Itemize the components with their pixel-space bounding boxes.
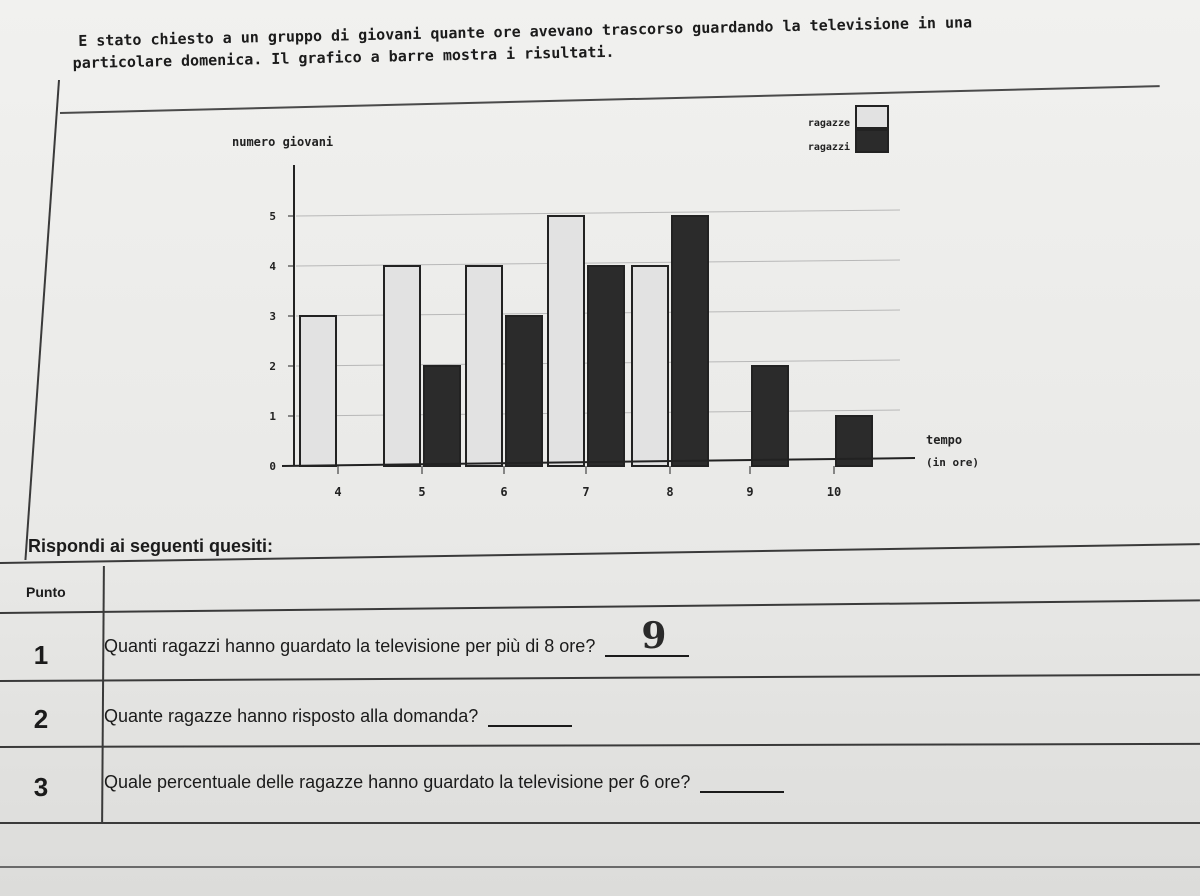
bar-ragazze-8 [632,266,668,466]
bar-ragazze-4 [300,316,336,466]
bar-ragazzi-8 [672,216,708,466]
x-tick-label: 4 [334,485,342,499]
question-1-number: 1 [33,640,49,670]
grid-line [296,210,900,216]
bar-ragazze-6 [466,266,502,466]
bar-ragazze-7 [548,216,584,466]
question-3-label: Quale percentuale delle ragazze hanno guardato la televisione per 6 ore? [104,772,691,792]
x-tick-label: 6 [500,485,508,499]
question-3-answer-field[interactable] [700,773,784,793]
chart-legend [808,106,888,153]
question-3-number: 3 [33,772,49,802]
bar-ragazzi-7 [588,266,624,466]
y-tick-label: 1 [269,410,276,423]
y-tick-label: 3 [269,310,276,323]
y-tick-label: 2 [269,360,276,373]
y-tick-labels [269,210,294,473]
question-2-number: 2 [33,704,49,734]
x-axis-title-line1: tempo [926,433,963,447]
intro-line-2: particolare domenica. Il grafico a barre mostra i risultati. [72,42,615,73]
bar-ragazze-5 [384,266,420,466]
questions-title: Rispondi ai seguenti quesiti: [28,536,274,556]
punto-header: Punto [26,584,66,600]
x-tick-label: 5 [418,485,426,499]
y-tick-label: 5 [269,210,276,223]
x-tick-label: 7 [582,485,590,499]
row-3-bottom-rule [0,822,1200,824]
legend-swatch-ragazze [856,106,888,128]
legend-label-ragazzi: ragazzi [807,142,850,153]
page-bottom-rule [0,866,1200,868]
y-tick-label: 0 [269,460,276,473]
chart-bars [300,216,872,466]
y-axis-title: numero giovani [232,135,334,149]
x-tick-label: 8 [666,485,674,499]
legend-swatch-ragazzi [856,130,888,152]
row-2-bottom-rule [0,743,1200,748]
header-bottom-rule [0,599,1200,614]
question-2-text [104,706,572,727]
question-1-handwritten-answer: 9 [641,615,667,657]
bar-ragazzi-5 [424,366,460,466]
question-1-text [104,615,689,657]
question-2-answer-field[interactable] [488,707,572,727]
question-1-label: Quanti ragazzi hanno guardato la televisione per più di 8 ore? [104,636,596,656]
intro-line-1: E stato chiesto a un gruppo di giovani quante ore avevano trascorso guardando la televisione in una [78,13,973,50]
x-tick-label: 10 [826,485,842,499]
row-1-bottom-rule [0,674,1200,682]
y-tick-label: 4 [269,260,276,273]
bar-ragazzi-9 [752,366,788,466]
question-3-text [104,772,784,793]
question-1-answer-field[interactable] [605,615,689,657]
x-axis-title-line2: (in ore) [926,456,979,469]
x-tick-label: 9 [746,485,754,499]
legend-label-ragazze: ragazze [807,118,850,129]
bar-ragazzi-6 [506,316,542,466]
x-tick-labels [334,466,841,499]
question-2-label: Quante ragazze hanno risposto alla domanda? [104,706,479,726]
